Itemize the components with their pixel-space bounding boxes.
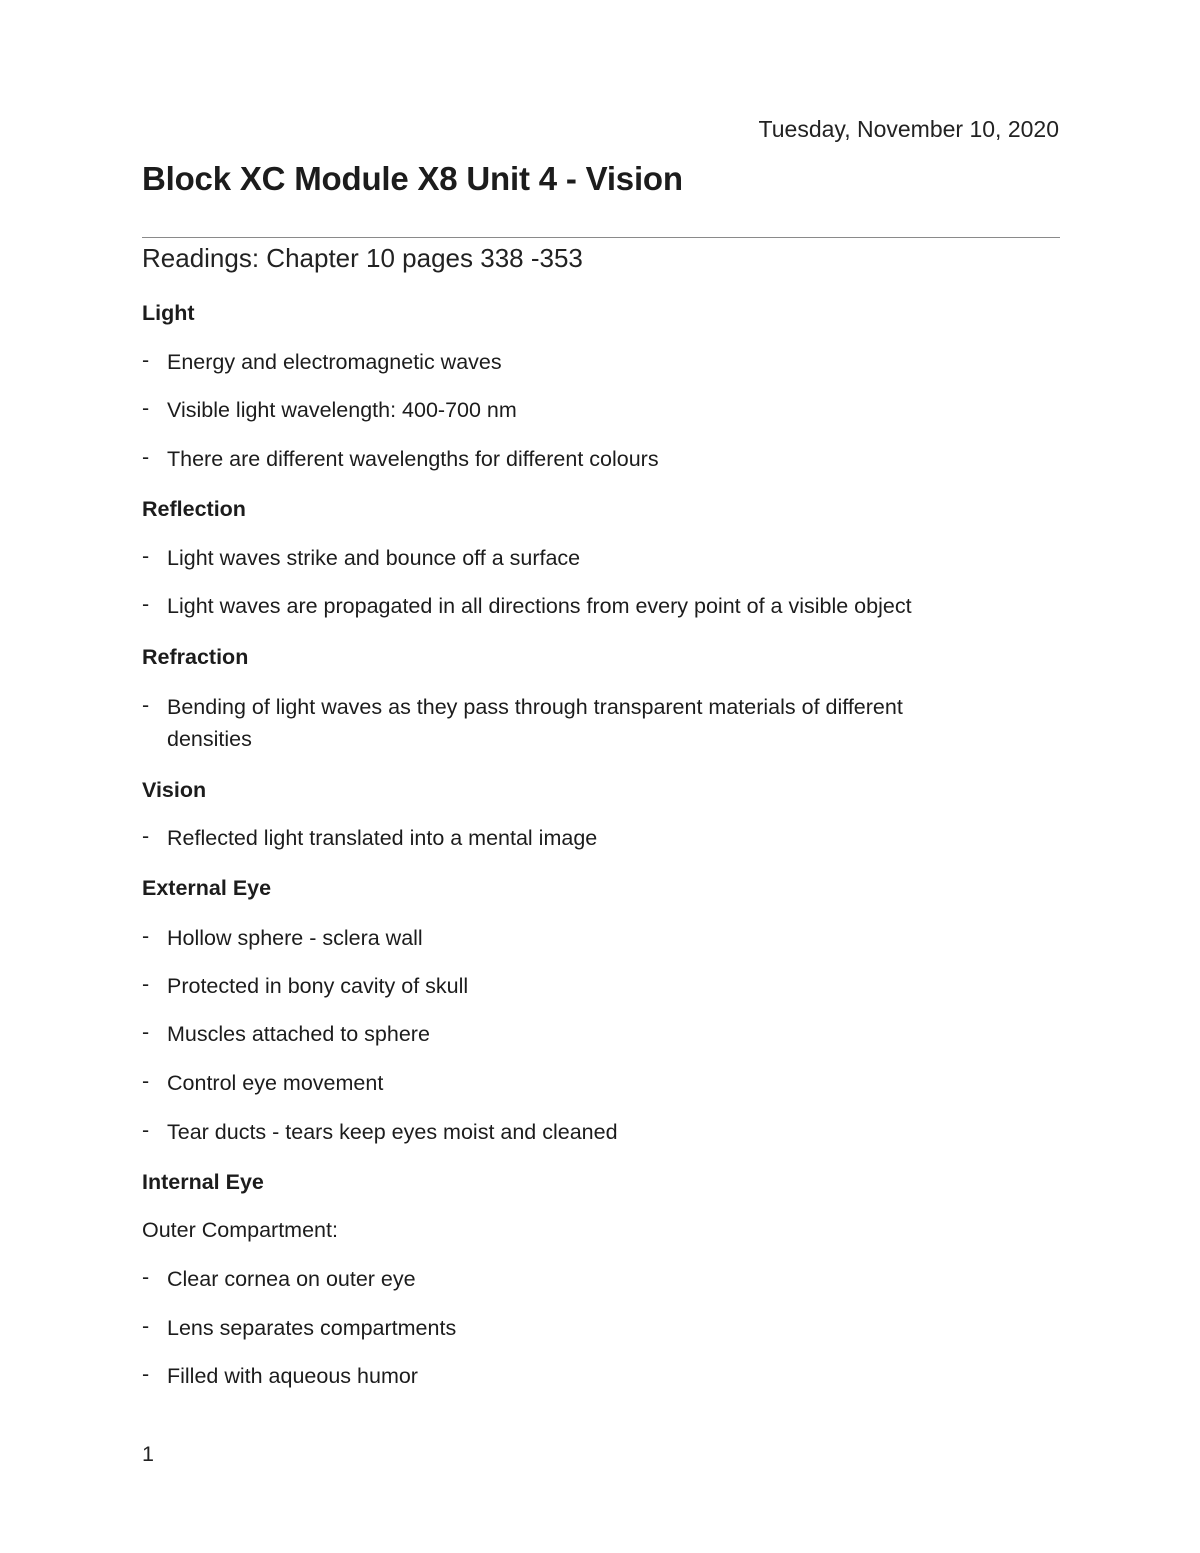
list-item: - Protected in bony cavity of skull (142, 970, 1022, 1002)
bullet-dash: - (142, 1314, 150, 1338)
bullet-dash: - (142, 445, 150, 469)
list-item: - Tear ducts - tears keep eyes moist and cleaned (142, 1116, 1022, 1148)
list-item: - Light waves are propagated in all directions from every point of a visible object (142, 590, 1022, 622)
date-header: Tuesday, November 10, 2020 (758, 116, 1059, 142)
list-item: - Visible light wavelength: 400-700 nm (142, 394, 1022, 426)
list-item: - Light waves strike and bounce off a surface (142, 542, 1022, 574)
list-item: - Energy and electromagnetic waves (142, 346, 1022, 378)
subheading-outer-compartment: Outer Compartment: (142, 1218, 338, 1242)
list-item: - Clear cornea on outer eye (142, 1263, 1022, 1295)
list-item: - Muscles attached to sphere (142, 1018, 1022, 1050)
bullet-dash: - (142, 1069, 150, 1093)
section-heading-refraction: Refraction (142, 645, 249, 669)
section-heading-internal-eye: Internal Eye (142, 1170, 264, 1194)
bullet-dash: - (142, 1118, 150, 1142)
bullet-dash: - (142, 972, 150, 996)
bullet-dash: - (142, 924, 150, 948)
bullet-dash: - (142, 396, 150, 420)
list-item: - Control eye movement (142, 1067, 1022, 1099)
section-heading-external-eye: External Eye (142, 876, 272, 900)
section-heading-reflection: Reflection (142, 497, 246, 521)
list-item: - There are different wavelengths for different colours (142, 443, 1022, 475)
list-item: - Lens separates compartments (142, 1312, 1022, 1344)
page-title: Block XC Module X8 Unit 4 - Vision (142, 160, 683, 197)
list-item: - Reflected light translated into a mental image (142, 822, 1022, 854)
list-item: - Hollow sphere - sclera wall (142, 922, 1022, 954)
bullet-dash: - (142, 1020, 150, 1044)
bullet-dash: - (142, 1265, 150, 1289)
bullet-dash: - (142, 348, 150, 372)
bullet-dash: - (142, 824, 150, 848)
list-item: - Bending of light waves as they pass through transparent materials of different densities (142, 691, 992, 755)
section-heading-vision: Vision (142, 778, 207, 802)
section-heading-light: Light (142, 301, 195, 325)
readings-line: Readings: Chapter 10 pages 338 -353 (142, 243, 583, 273)
bullet-dash: - (142, 592, 150, 616)
bullet-dash: - (142, 1362, 150, 1386)
bullet-dash: - (142, 544, 150, 568)
title-divider (142, 237, 1060, 238)
bullet-dash: - (142, 693, 150, 717)
list-item: - Filled with aqueous humor (142, 1360, 1022, 1392)
page-number: 1 (142, 1442, 154, 1466)
